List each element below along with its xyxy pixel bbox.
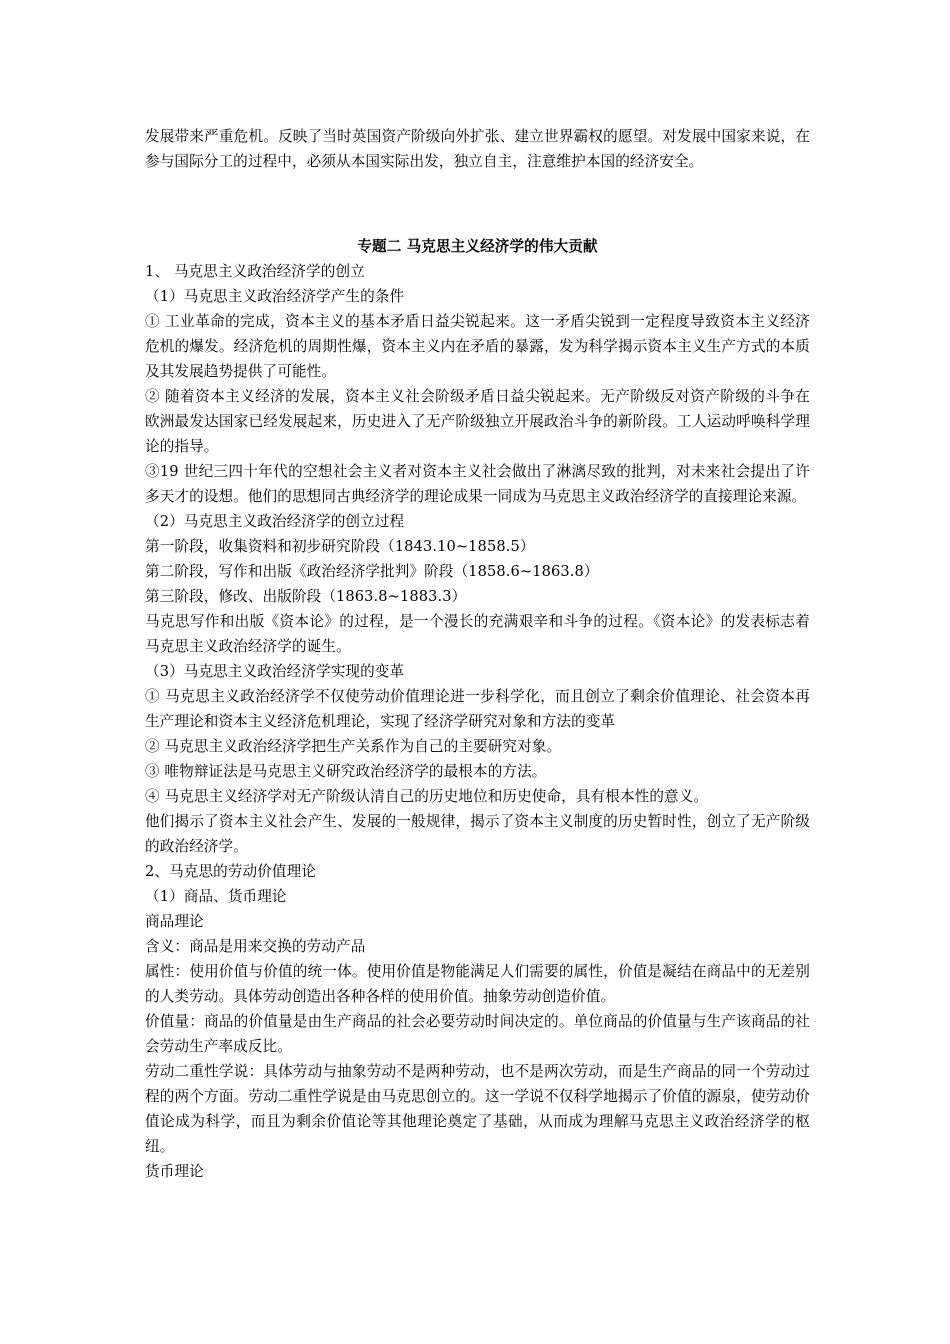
paragraph-dual-labor: 劳动二重性学说：具体劳动与抽象劳动不是两种劳动，也不是两次劳动，而是生产商品的同一个劳动过程的两个方面。劳动二重性学说是由马克思创立的。这一学说不仅科学地揭示了价值的源泉，使劳动价值论成为科学，而且为剩余价值论等其他理论奠定了基础，从而成为理解马克思主义政治经济学的枢纽。 <box>145 1063 810 1155</box>
document-body <box>145 124 810 1184</box>
stage-2: 第二阶段，写作和出版《政治经济学批判》阶段（1858.6~1863.8） <box>145 563 599 580</box>
subheading-changes: （3）马克思主义政治经济学实现的变革 <box>145 663 405 680</box>
paragraph-attributes: 属性：使用价值与价值的统一体。使用价值是物能满足人们需要的属性，价值是凝结在商品中的无差别的人类劳动。具体劳动创造出各种各样的使用价值。抽象劳动创造价值。 <box>145 963 810 1005</box>
subheading-money-theory: 货币理论 <box>145 1163 204 1180</box>
subheading-process: （2）马克思主义政治经济学的创立过程 <box>145 513 405 530</box>
subheading-commodity-money: （1）商品、货币理论 <box>145 888 287 905</box>
stage-1: 第一阶段，收集资料和初步研究阶段（1843.10~1858.5） <box>145 538 535 555</box>
paragraph-change-1: ① 马克思主义政治经济学不仅使劳动价值理论进一步科学化，而且创立了剩余价值理论、社会资本再生产理论和资本主义经济危机理论，实现了经济学研究对象和方法的变革 <box>145 688 810 730</box>
subheading-conditions: （1）马克思主义政治经济学产生的条件 <box>145 288 405 305</box>
stage-3: 第三阶段，修改、出版阶段（1863.8~1883.3） <box>145 588 467 605</box>
paragraph-condition-3: ③19 世纪三四十年代的空想社会主义者对资本主义社会做出了淋漓尽致的批判，对未来社会提出了许多天才的设想。他们的思想同古典经济学的理论成果一同成为马克思主义政治经济学的直接理论来源。 <box>145 463 810 505</box>
paragraph-condition-2: ② 随着资本主义经济的发展，资本主义社会阶级矛盾日益尖锐起来。无产阶级反对资产阶级的斗争在欧洲最发达国家已经发展起来，历史进入了无产阶级独立开展政治斗争的新阶段。工人运动呼唤科学理论的指导。 <box>145 388 810 455</box>
paragraph-change-2: ② 马克思主义政治经济学把生产关系作为自己的主要研究对象。 <box>145 738 562 755</box>
paragraph-change-4: ④ 马克思主义经济学对无产阶级认清自己的历史地位和历史使命，具有根本性的意义。 <box>145 788 709 805</box>
heading-1: 1、 马克思主义政治经济学的创立 <box>145 263 365 280</box>
section-spacer <box>145 174 810 234</box>
paragraph-condition-1: ① 工业革命的完成，资本主义的基本矛盾日益尖锐起来。这一矛盾尖锐到一定程度导致资本主义经济危机的爆发。经济危机的周期性爆，资本主义内在矛盾的暴露，发为科学揭示资本主义生产方式的本质及其发展趋势提供了可能性。 <box>145 313 810 380</box>
paragraph-capital: 马克思写作和出版《资本论》的过程，是一个漫长的充满艰辛和斗争的过程。《资本论》的发表标志着马克思主义政治经济学的诞生。 <box>145 613 810 655</box>
subheading-commodity-theory: 商品理论 <box>145 913 204 930</box>
paragraph-value-quantity: 价值量：商品的价值量是由生产商品的社会必要劳动时间决定的。单位商品的价值量与生产该商品的社会劳动生产率成反比。 <box>145 1013 810 1055</box>
heading-2: 2、马克思的劳动价值理论 <box>145 863 317 880</box>
paragraph-definition: 含义：商品是用来交换的劳动产品 <box>145 938 366 955</box>
paragraph-summary: 他们揭示了资本主义社会产生、发展的一般规律，揭示了资本主义制度的历史暂时性，创立了无产阶级的政治经济学。 <box>145 813 810 855</box>
intro-paragraph: 发展带来严重危机。反映了当时英国资产阶级向外扩张、建立世界霸权的愿望。对发展中国家来说，在参与国际分工的过程中，必须从本国实际出发，独立自主，注意维护本国的经济安全。 <box>145 128 810 170</box>
paragraph-change-3: ③ 唯物辩证法是马克思主义研究政治经济学的最根本的方法。 <box>145 763 547 780</box>
section-title: 专题二 马克思主义经济学的伟大贡献 <box>357 238 598 255</box>
